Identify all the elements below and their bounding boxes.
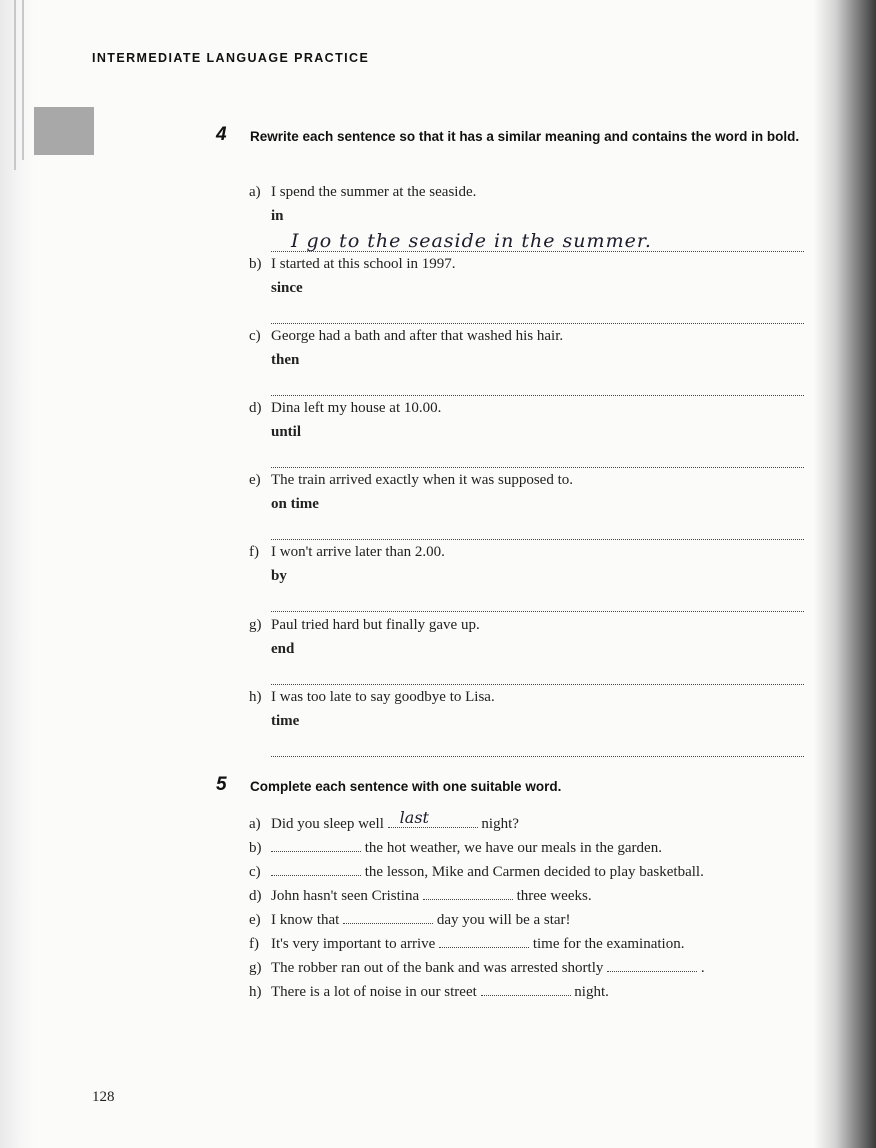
item-letter: f): [249, 936, 259, 952]
gap-fill-item: [249, 981, 609, 1001]
margin-rule: [22, 0, 24, 160]
running-head: INTERMEDIATE LANGUAGE PRACTICE: [92, 51, 370, 65]
item-keyword: in: [271, 208, 284, 224]
item-sentence: [249, 399, 804, 417]
text-after: the lesson, Mike and Carmen decided to play basketball.: [364, 864, 704, 880]
item-letter: b): [249, 840, 262, 856]
rewrite-item: [249, 255, 804, 324]
item-text: I spend the summer at the seaside.: [271, 184, 477, 200]
gap-blank[interactable]: [343, 909, 433, 924]
instruction-text: Rewrite each sentence so that it has a similar meaning and contains the word in: [250, 129, 764, 144]
item-letter: d): [249, 400, 262, 416]
gap-blank[interactable]: [271, 861, 361, 876]
text-before: It's very important to arrive: [271, 936, 436, 952]
page-number: 128: [92, 1089, 115, 1105]
item-letter: g): [249, 617, 262, 633]
rewrite-item: [249, 616, 804, 685]
margin-rule: [14, 0, 16, 170]
item-text: George had a bath and after that washed his hair.: [271, 328, 564, 344]
section-tab: [34, 107, 94, 155]
gap-blank[interactable]: [439, 933, 529, 948]
text-after: three weeks.: [516, 888, 592, 904]
item-keyword: until: [271, 424, 302, 440]
answer-field[interactable]: [271, 519, 804, 540]
rewrite-item: [249, 471, 804, 540]
answer-field[interactable]: [271, 231, 804, 252]
instruction-bold-word: bold.: [766, 129, 800, 144]
item-text: Paul tried hard but finally gave up.: [271, 617, 480, 633]
gap-fill-item: [249, 861, 704, 881]
answer-field[interactable]: [271, 736, 804, 757]
item-text: The train arrived exactly when it was supposed to.: [271, 472, 573, 488]
exercise-instruction: Complete each sentence with one suitable word.: [250, 779, 562, 794]
item-keyword: time: [271, 713, 300, 729]
gap-fill-item: [249, 837, 662, 857]
answer-field[interactable]: [271, 664, 804, 685]
item-letter: c): [249, 864, 261, 880]
rewrite-item: [249, 543, 804, 612]
page-left-edge: [0, 0, 34, 1148]
item-keyword: by: [271, 568, 287, 584]
text-before: There is a lot of noise in our street: [271, 984, 477, 1000]
rewrite-item: [249, 183, 804, 252]
answer-field[interactable]: [271, 303, 804, 324]
item-text: I started at this school in 1997.: [271, 256, 456, 272]
gap-blank[interactable]: [423, 885, 513, 900]
item-keyword: since: [271, 280, 303, 296]
gap-fill-item: [249, 909, 571, 929]
item-letter: a): [249, 816, 261, 832]
text-after: day you will be a star!: [436, 912, 571, 928]
item-letter: c): [249, 328, 261, 344]
gap-blank[interactable]: [271, 837, 361, 852]
rewrite-item: [249, 688, 804, 757]
item-sentence: [249, 183, 804, 201]
item-letter: b): [249, 256, 262, 272]
gap-fill-item: [249, 957, 705, 977]
gap-blank[interactable]: [481, 981, 571, 996]
gap-fill-item: [249, 933, 684, 953]
item-letter: f): [249, 544, 259, 560]
text-before: Did you sleep well: [271, 816, 384, 832]
rewrite-item: [249, 399, 804, 468]
text-after: the hot weather, we have our meals in the garden.: [364, 840, 662, 856]
item-sentence: [249, 688, 804, 706]
handwritten-answer: last: [399, 808, 429, 827]
text-before: I know that: [271, 912, 340, 928]
answer-field[interactable]: [271, 591, 804, 612]
item-letter: h): [249, 984, 262, 1000]
exercise-instruction: [250, 126, 802, 148]
item-keyword: on time: [271, 496, 319, 512]
item-sentence: [249, 327, 804, 345]
answer-field[interactable]: [271, 447, 804, 468]
text-after: night.: [574, 984, 609, 1000]
book-spine-shadow: [814, 0, 876, 1148]
gap-fill-item: [249, 885, 592, 905]
item-sentence: [249, 255, 804, 273]
text-after: time for the examination.: [532, 936, 685, 952]
item-letter: e): [249, 912, 261, 928]
item-keyword: then: [271, 352, 300, 368]
item-letter: g): [249, 960, 262, 976]
item-letter: e): [249, 472, 261, 488]
exercise-number: 5: [216, 774, 227, 795]
item-sentence: [249, 616, 804, 634]
text-before: John hasn't seen Cristina: [271, 888, 420, 904]
answer-field[interactable]: [271, 375, 804, 396]
gap-fill-item: [249, 808, 519, 833]
gap-blank[interactable]: [607, 957, 697, 972]
rewrite-item: [249, 327, 804, 396]
item-sentence: [249, 543, 804, 561]
handwritten-answer: I go to the seaside in the summer.: [291, 230, 652, 252]
item-letter: a): [249, 184, 261, 200]
exercise-number: 4: [216, 124, 227, 145]
text-after: night?: [481, 816, 519, 832]
item-text: I won't arrive later than 2.00.: [271, 544, 445, 560]
item-letter: d): [249, 888, 262, 904]
item-keyword: end: [271, 641, 295, 657]
item-sentence: [249, 471, 804, 489]
item-text: Dina left my house at 10.00.: [271, 400, 442, 416]
text-before: The robber ran out of the bank and was arrested shortly: [271, 960, 604, 976]
item-letter: h): [249, 689, 262, 705]
item-text: I was too late to say goodbye to Lisa.: [271, 689, 495, 705]
text-after: .: [700, 960, 705, 976]
gap-blank[interactable]: [388, 808, 478, 828]
